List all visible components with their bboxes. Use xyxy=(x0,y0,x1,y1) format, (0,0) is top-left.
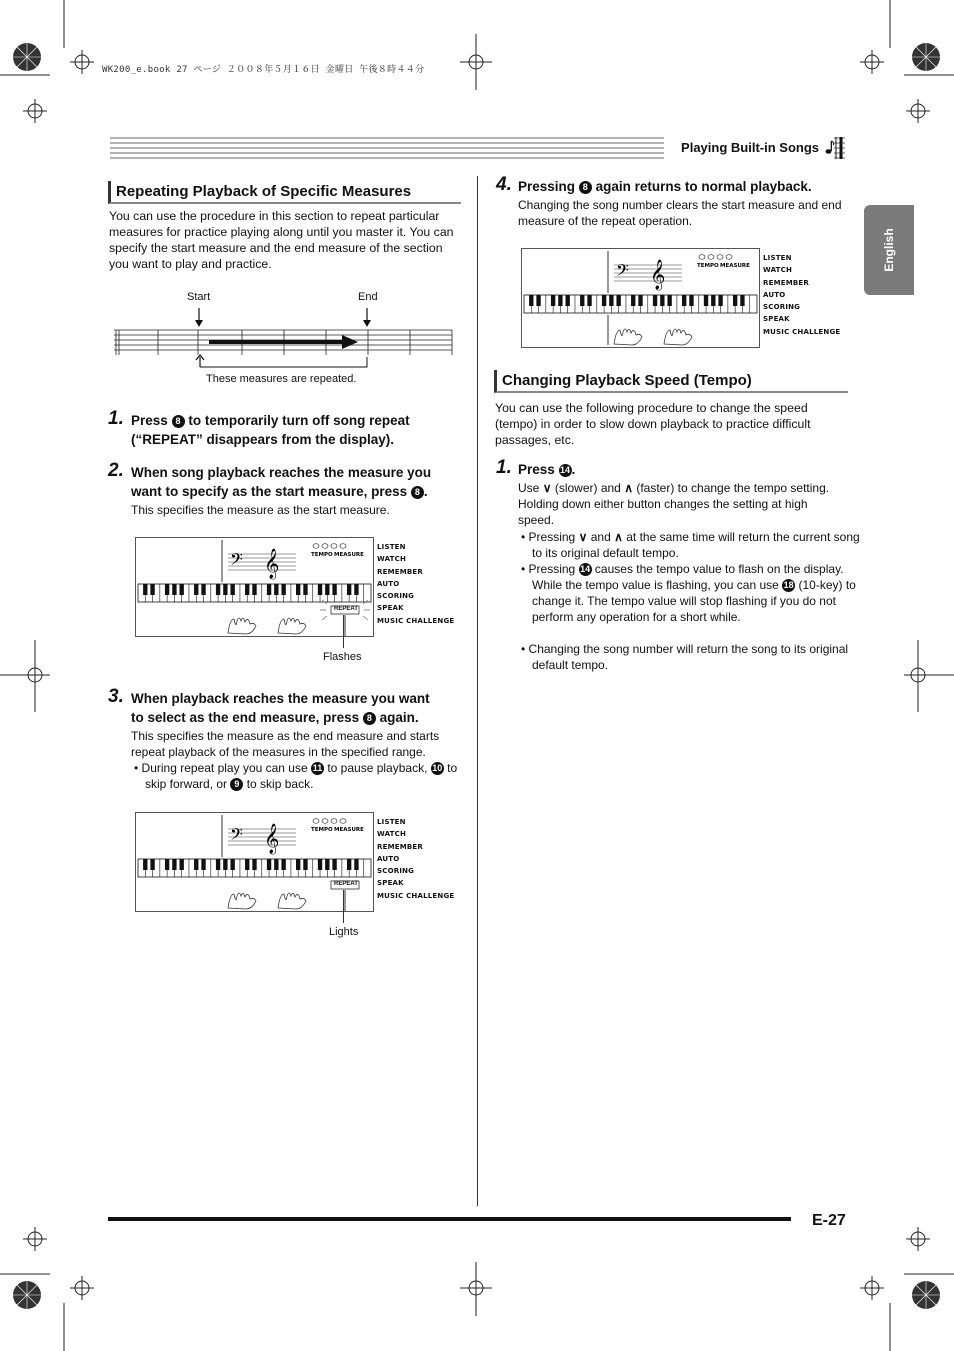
step-1-text xyxy=(131,411,461,449)
step-1-pre: Press xyxy=(131,413,168,428)
use-a: Use xyxy=(518,481,540,495)
repeat-intro: You can use the procedure in this section to repeat particular measures for practice playing along until you master it. You can specify the start measure and the end measure of the section you want to play and practice. xyxy=(109,209,454,271)
measure-repeat-diagram xyxy=(114,305,454,375)
section-title-tempo: Changing Playback Speed (Tempo) xyxy=(494,370,848,393)
mode-scoring: SCORING xyxy=(377,592,415,601)
tempo-bullet-3: • Changing the song number will return the song to its original default tempo. xyxy=(521,642,849,672)
lcd-display-flashes xyxy=(135,537,374,637)
mode-listen: LISTEN xyxy=(377,543,406,551)
step-3-line1: When playback reaches the measure you want xyxy=(131,691,430,706)
start-label: Start xyxy=(187,291,211,303)
step-3-number: 3. xyxy=(108,686,124,707)
mode-remember: REMEMBER xyxy=(377,567,423,576)
step-3-bullet: • During repeat play you can use 11 to pause playback, 10 to skip forward, or 9 to skip back. xyxy=(134,761,458,791)
column-divider xyxy=(477,176,478,1206)
section-title-repeat: Repeating Playback of Specific Measures xyxy=(108,181,461,204)
mode-watch: WATCH xyxy=(377,830,407,839)
tempo-bullet-1: • Pressing ∨ and ∧ at the same time will return the current song to its original default tempo. xyxy=(521,530,860,560)
lcd-mode-list xyxy=(377,541,454,627)
page-header-title: Playing Built-in Songs xyxy=(681,140,819,155)
button-8-icon: 8 xyxy=(172,415,185,428)
treble-clef-icon: 𝄞 xyxy=(264,824,280,854)
lcd-tempo-text: TEMPO xyxy=(311,552,333,558)
repeat-caption: These measures are repeated. xyxy=(206,373,357,385)
mode-scoring: SCORING xyxy=(377,867,415,876)
tempo-bullet-2: • Pressing 14 causes the tempo value to flash on the display. While the tempo value is flashing, you can use 18 (10-key) to change it. The tempo value will stop flashing if you do not perform any operation for a short while. xyxy=(521,562,856,624)
up-chevron-icon: ∧ xyxy=(614,530,623,544)
footer-rule xyxy=(108,1217,791,1221)
mode-auto: AUTO xyxy=(377,579,400,588)
step-3-line2: to select as the end measure, press xyxy=(131,710,360,725)
lcd-repeat-indicator: REPEAT xyxy=(334,881,358,887)
button-8-icon: 8 xyxy=(411,486,424,499)
end-label: End xyxy=(358,291,378,303)
b1-a: Pressing xyxy=(528,530,576,544)
lcd-display-lights xyxy=(135,812,374,912)
step-4-number: 4. xyxy=(496,174,512,195)
mode-listen: LISTEN xyxy=(763,254,792,262)
step-4-pre: Pressing xyxy=(518,179,576,194)
bass-clef-icon: 𝄢 xyxy=(616,260,629,284)
step-4-sub: Changing the song number clears the start measure and end measure of the repeat operation. xyxy=(518,198,842,228)
step-2-sub: This specifies the measure as the start measure. xyxy=(131,503,390,517)
mode-scoring: SCORING xyxy=(763,303,801,312)
mode-remember: REMEMBER xyxy=(377,842,423,851)
step-3-text xyxy=(131,689,461,727)
lights-label: Lights xyxy=(329,926,359,938)
use-b: (slower) and xyxy=(554,481,621,495)
bass-clef-icon: 𝄢 xyxy=(230,824,243,848)
button-18-icon: 18 xyxy=(783,580,794,590)
button-11-icon: 11 xyxy=(312,763,323,773)
step-4-text xyxy=(518,177,848,196)
button-14-icon: 14 xyxy=(560,465,571,475)
lcd-graphic xyxy=(136,813,373,911)
b2-a: Pressing xyxy=(528,562,576,576)
step-4-post: again returns to normal playback. xyxy=(595,179,812,194)
b2-c: (10-key) to change it. The tempo value will stop flashing if you do not perform any operation for a short while. xyxy=(532,578,856,624)
lcd-mode-list xyxy=(377,816,454,902)
lcd-tempo-text: TEMPO xyxy=(697,263,719,269)
treble-clef-icon: 𝄞 xyxy=(650,260,666,290)
tempo-intro: You can use the following procedure to change the speed (tempo) in order to slow down playback to practice difficult passages, etc. xyxy=(495,401,811,447)
mode-music-challenge: MUSIC CHALLENGE xyxy=(377,616,455,625)
use-c: (faster) to change the tempo setting. Holding down either button changes the setting at high speed. xyxy=(518,481,830,527)
step-1-line2: (“REPEAT” disappears from the display). xyxy=(131,432,395,447)
bullet-text-c: to skip forward, or xyxy=(145,761,458,791)
mode-speak: SPEAK xyxy=(377,604,404,613)
bullet-text-d: to skip back. xyxy=(246,777,314,791)
step-1-post: to temporarily turn off song repeat xyxy=(188,413,410,428)
button-9-icon: 9 xyxy=(230,778,243,791)
tempo-step-1-text xyxy=(518,460,575,479)
lights-leader xyxy=(343,890,344,923)
step-2-number: 2. xyxy=(108,460,124,481)
note-icon xyxy=(825,139,835,155)
down-chevron-icon: ∨ xyxy=(542,481,552,495)
page-number: E-27 xyxy=(812,1212,846,1229)
tempo-step-1-post: . xyxy=(571,462,576,477)
mode-speak: SPEAK xyxy=(377,879,404,888)
button-10-icon: 10 xyxy=(432,763,443,773)
up-chevron-icon: ∧ xyxy=(624,481,633,495)
b2-b: causes the tempo value to flash on the display. While the tempo value is flashing, you can use xyxy=(532,562,844,592)
bass-clef-icon: 𝄢 xyxy=(230,549,243,573)
mode-remember: REMEMBER xyxy=(763,278,809,287)
mode-speak: SPEAK xyxy=(763,315,790,324)
mode-listen: LISTEN xyxy=(377,818,406,826)
step-1-number: 1. xyxy=(108,408,124,429)
lcd-graphic xyxy=(136,538,373,636)
step-3-sub: This specifies the measure as the end measure and starts repeat playback of the measures in the specified range. xyxy=(131,729,440,759)
lcd-mode-list xyxy=(763,252,840,338)
treble-clef-icon: 𝄞 xyxy=(264,549,280,579)
b3-text: Changing the song number will return the song to its original default tempo. xyxy=(528,642,849,672)
language-tab xyxy=(864,205,914,295)
step-2-text xyxy=(131,463,461,501)
button-8-icon: 8 xyxy=(579,181,592,194)
button-8-icon: 8 xyxy=(363,712,376,725)
step-2-line1: When song playback reaches the measure you xyxy=(131,465,432,480)
mode-music-challenge: MUSIC CHALLENGE xyxy=(763,327,841,336)
mode-auto: AUTO xyxy=(763,290,786,299)
lcd-repeat-indicator: REPEAT xyxy=(334,606,358,612)
flashes-label: Flashes xyxy=(323,651,362,663)
step-3-post: again. xyxy=(379,710,419,725)
tempo-step-1-pre: Press xyxy=(518,462,555,477)
lcd-measure-text: MEASURE xyxy=(334,827,364,833)
lcd-display-normal xyxy=(521,248,760,348)
print-info: WK200_e.book 27 ページ ２００８年５月１６日 金曜日 午後８時４４分 xyxy=(102,65,425,75)
tempo-step-1-number: 1. xyxy=(496,457,512,478)
bullet-text-a: During repeat play you can use xyxy=(141,761,308,775)
b1-b: and xyxy=(590,530,611,544)
button-14-icon: 14 xyxy=(580,564,591,574)
lcd-graphic xyxy=(522,249,759,347)
lcd-measure-text: MEASURE xyxy=(720,263,750,269)
down-chevron-icon: ∨ xyxy=(578,530,588,544)
lcd-tempo-text: TEMPO xyxy=(311,827,333,833)
mode-watch: WATCH xyxy=(763,266,793,275)
step-2-period: . xyxy=(423,484,428,499)
lcd-measure-text: MEASURE xyxy=(334,552,364,558)
b1-c: at the same time will return the current song to its original default tempo. xyxy=(532,530,860,560)
mode-auto: AUTO xyxy=(377,854,400,863)
language-tab-label: English xyxy=(882,228,896,272)
mode-watch: WATCH xyxy=(377,555,407,564)
flashes-leader xyxy=(343,615,344,648)
step-2-line2: want to specify as the start measure, press xyxy=(131,484,408,499)
mode-music-challenge: MUSIC CHALLENGE xyxy=(377,891,455,900)
tempo-use-text xyxy=(518,480,846,528)
bullet-text-b: to pause playback, xyxy=(327,761,428,775)
